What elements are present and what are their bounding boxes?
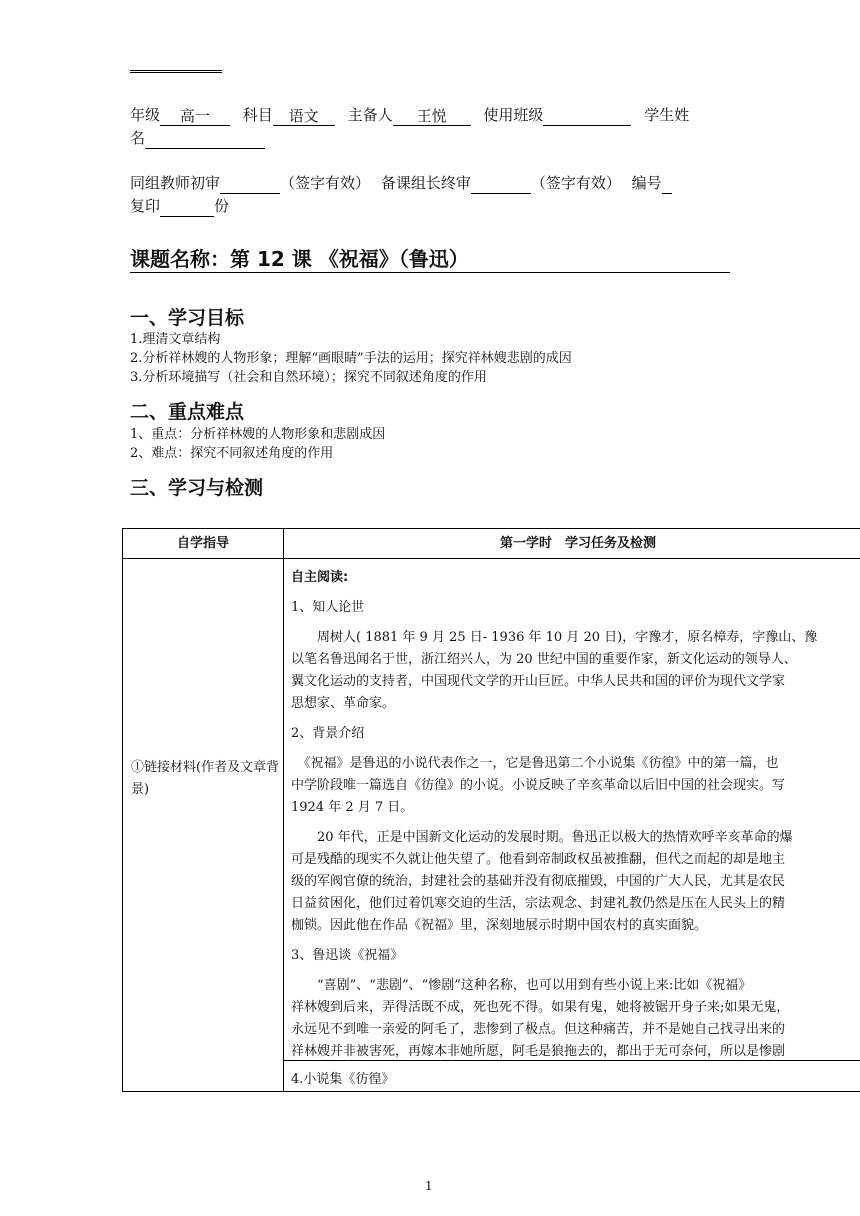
- copies-field[interactable]: [160, 197, 214, 217]
- student-name-field[interactable]: [145, 129, 265, 149]
- subject-field[interactable]: 语文: [273, 106, 335, 126]
- text-line: 中学阶段唯一篇选自《彷徨》的小说。小说反映了辛亥革命以后旧中国的社会现实。写: [291, 778, 786, 793]
- study-heading: 三、学习与检测: [130, 477, 264, 499]
- para-background-1: [291, 753, 860, 819]
- subsection-background: 2、背景介绍: [291, 726, 365, 741]
- copies-label: 复印: [130, 197, 161, 215]
- text-line: 翼文化运动的支持者，中国现代文学的开山巨匠。中华人民共和国的评价为现代文学家: [291, 674, 786, 689]
- student-name-label: 学生姓: [644, 106, 690, 124]
- goals-heading: 一、学习目标: [130, 307, 245, 329]
- header-line-1: [130, 104, 689, 126]
- table-header-divider: [123, 558, 860, 559]
- preparer-label: 主备人: [347, 106, 393, 124]
- text-line: 日益贫困化，他们过着饥寒交迫的生活，宗法观念、封建礼教仍然是压在人民头上的精: [291, 896, 786, 911]
- study-table: [122, 528, 860, 1092]
- task-content: [291, 567, 860, 1091]
- text-line: 以笔名鲁迅闻名于世，浙江绍兴人，为 20 世纪中国的重要作家，新文化运动的领导人、: [291, 652, 797, 667]
- para-background-2: [291, 827, 860, 937]
- subsection-author: 1、知人论世: [291, 600, 365, 615]
- text-line: 永远见不到唯一亲爱的阿毛了，悲惨到了极点。但这种痛苦，并不是她自己找寻出来的: [291, 1022, 786, 1037]
- text-line: 枷锁。因此他在作品《祝福》里，深刻地展示时期中国农村的真实面貌。: [291, 918, 708, 933]
- text-line: 思想家、革命家。: [291, 696, 396, 711]
- reading-heading: 自主阅读:: [291, 570, 349, 585]
- subject-label: 科目: [242, 106, 273, 124]
- leader-review-field[interactable]: [471, 174, 531, 194]
- text-line: 可是残酷的现实不久就让他失望了。他看到帝制政权虽被推翻，但代之而起的却是地主: [291, 852, 786, 867]
- student-name-label-end: 名: [130, 129, 146, 147]
- header-line-4: [130, 195, 229, 217]
- text-line: 20 年代，正是中国新文化运动的发展时期。鲁迅正以极大的热情欢呼辛亥革命的爆: [291, 830, 793, 845]
- key-point-2: 2、难点：探究不同叙述角度的作用: [130, 446, 334, 461]
- number-label: 编号: [631, 174, 662, 192]
- text-line: 1924 年 2 月 7 日。: [291, 800, 414, 815]
- class-field[interactable]: [543, 106, 631, 126]
- goal-item-3: 3.分析环境描写（社会和自然环境）；探究不同叙述角度的作用: [130, 370, 487, 385]
- header-line-2: [130, 127, 265, 149]
- leader-review-label: 备课组长终审: [380, 174, 471, 192]
- para-luxun-comment: [291, 975, 860, 1063]
- teacher-review-field[interactable]: [220, 174, 280, 194]
- text-line: 祥林嫂并非被害死，再嫁本非她所愿，阿毛是狼拖去的，都出于无可奈何，所以是惨剧: [291, 1044, 786, 1059]
- subsection-luxun-comment: 3、鲁迅谈《祝福》: [291, 948, 404, 963]
- lesson-title: 课题名称：第 12 课 《祝福》（鲁迅）: [130, 246, 730, 273]
- goal-item-2: 2.分析祥林嫂的人物形象；理解“画眼睛”手法的运用；探究祥林嫂悲剧的成因: [130, 351, 572, 366]
- copies-unit: 份: [214, 197, 230, 215]
- grade-label: 年级: [130, 106, 161, 124]
- left-cell-material: ①链接材料(作者及文章背景): [131, 760, 280, 797]
- header-rule: [130, 70, 222, 73]
- goal-item-1: 1.理清文章结构: [130, 332, 221, 347]
- table-column-divider: [283, 529, 284, 1091]
- text-line: 周树人( 1881 年 9 月 25 日- 1936 年 10 月 20 日)，字豫才，原名樟寿，字豫山、豫: [291, 630, 818, 645]
- preparer-field[interactable]: 王悦: [393, 106, 471, 126]
- sign-valid-1: （签字有效）: [280, 174, 371, 192]
- subsection-collection: 4.小说集《彷徨》: [291, 1072, 395, 1087]
- key-point-1: 1、重点：分析祥林嫂的人物形象和悲剧成因: [130, 427, 386, 442]
- text-line: 祥林嫂到后来，弄得活既不成，死也死不得。如果有鬼，她将被锯开身子来;如果无鬼，: [291, 1000, 790, 1015]
- number-field[interactable]: [662, 174, 672, 194]
- page-number: 1: [425, 1179, 433, 1193]
- col-header-tasks: 第一学时 学习任务及检测: [499, 536, 656, 551]
- teacher-review-label: 同组教师初审: [130, 174, 221, 192]
- class-label: 使用班级: [483, 106, 544, 124]
- text-line: “喜剧”、“悲剧”、“惨剧”这种名称，也可以用到有些小说上来:比如《祝福》: [291, 978, 752, 993]
- text-line: 级的军阀官僚的统治，封建社会的基础并没有彻底摧毁，中国的广大人民，尤其是农民: [291, 874, 786, 889]
- header-line-3: [130, 172, 672, 194]
- key-points-heading: 二、重点难点: [130, 401, 245, 423]
- grade-field[interactable]: 高一: [160, 106, 230, 126]
- text-line: 《祝福》是鲁迅的小说代表作之一，它是鲁迅第二个小说集《彷徨》中的第一篇，也: [291, 756, 779, 771]
- para-author: [291, 627, 860, 715]
- col-header-self-study: 自学指导: [176, 536, 229, 551]
- sign-valid-2: （签字有效）: [530, 174, 621, 192]
